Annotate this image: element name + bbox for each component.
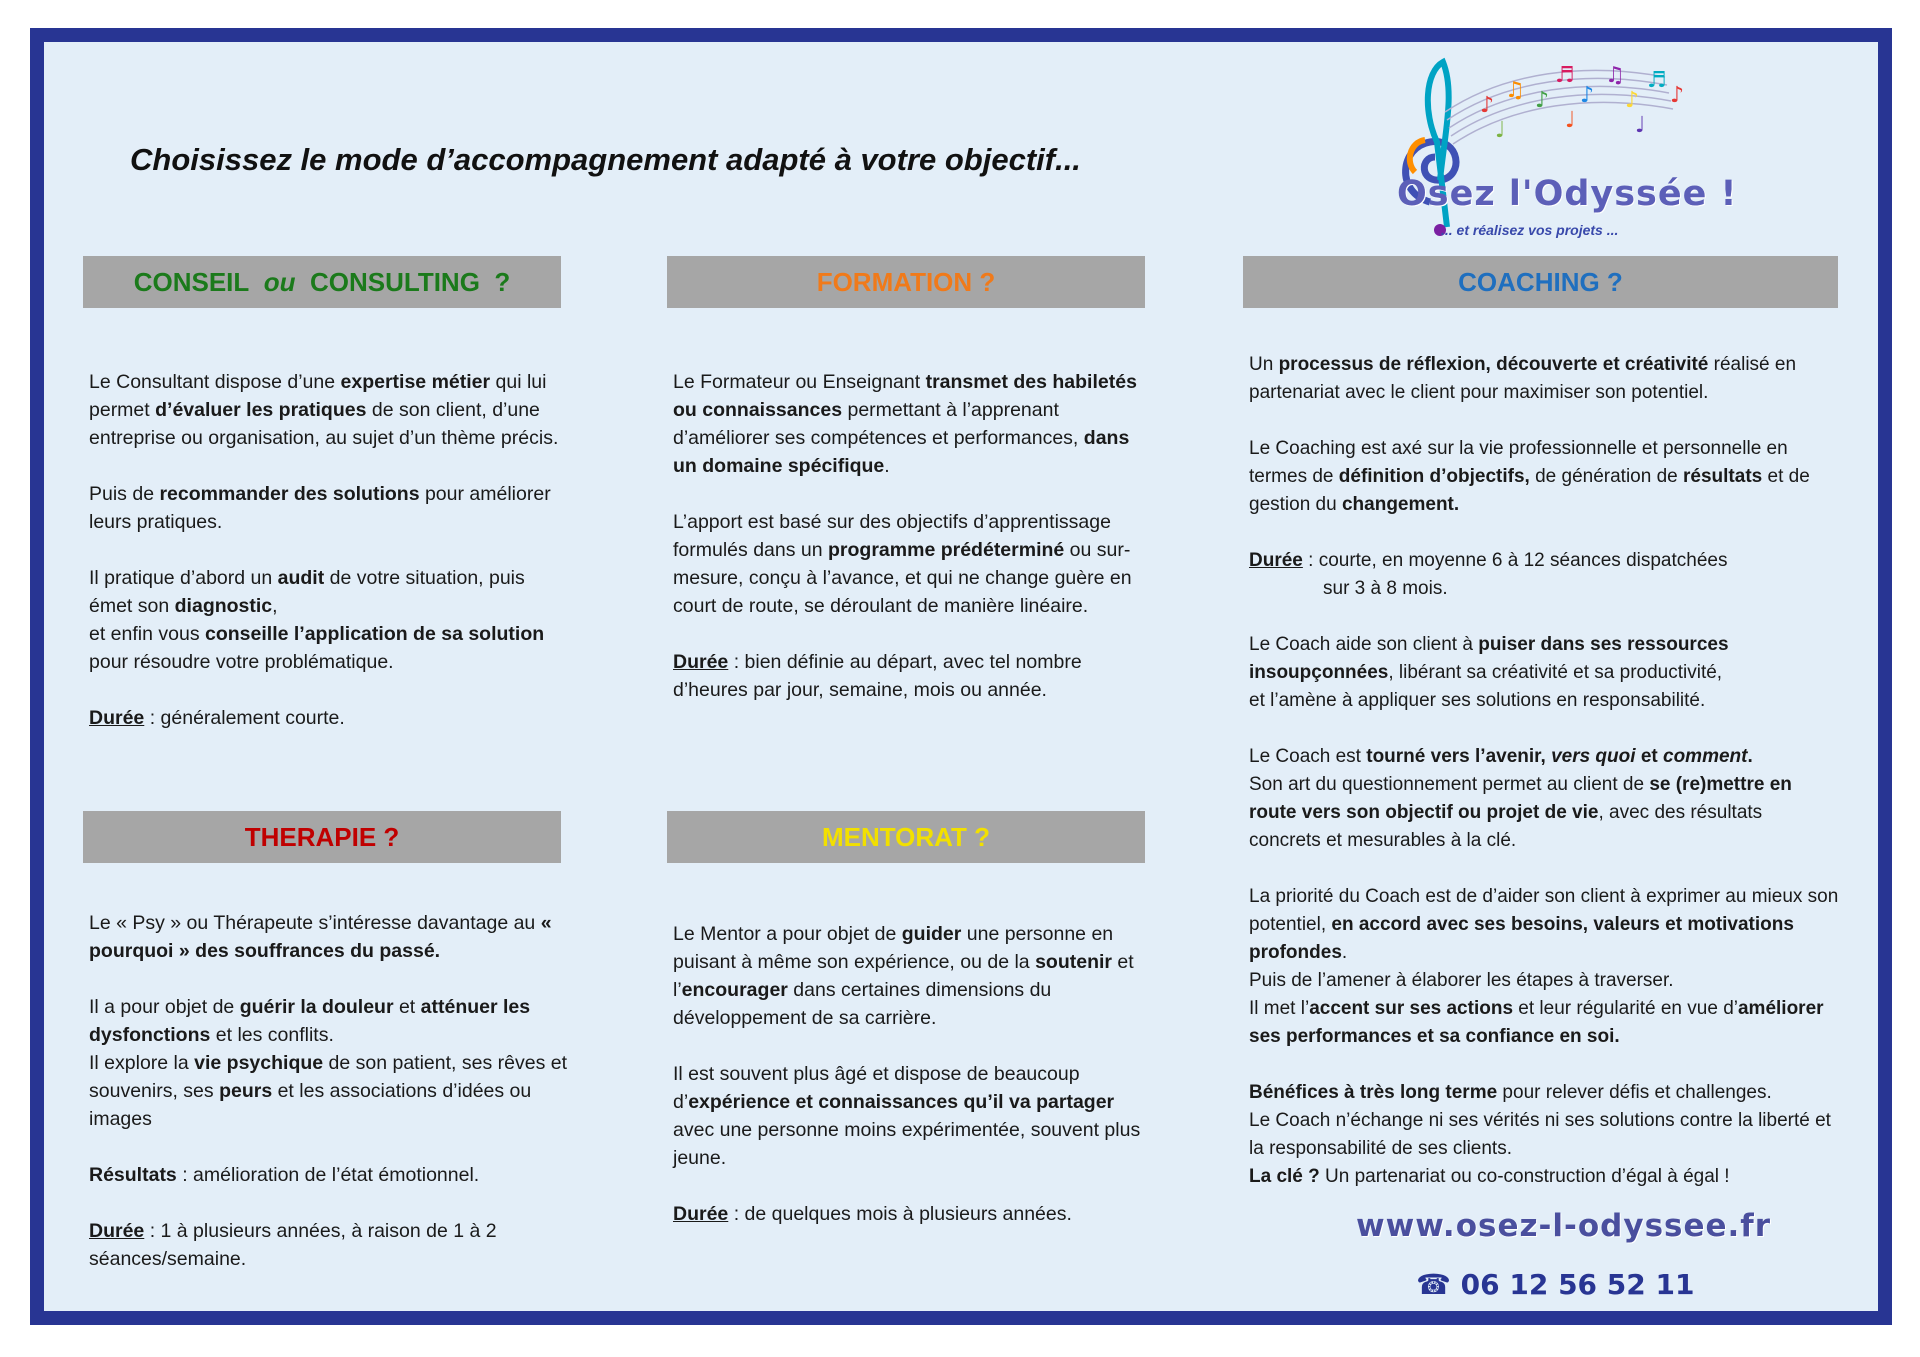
coaching-paragraph-5: Le Coach est tourné vers l’avenir, vers quoi et comment. Son art du questionnement permet au client de se (re)mettre en route vers son objectif ou projet de vie, avec des résultats concrets et mesurables à la clé. [1249, 746, 1792, 851]
coaching-paragraph-2: Le Coaching est axé sur la vie professionnelle et personnelle en termes de définition d’objectifs, de génération de résultats et de gestion du changement. [1249, 438, 1810, 515]
logo-name: Osez l'Odyssée ! [1397, 174, 1738, 214]
conseil-paragraph-1: Le Consultant dispose d’une expertise métier qui lui permet d’évaluer les pratiques de son client, d’une entreprise ou organisation, au sujet d’un thème précis. [89, 371, 559, 449]
svg-text:♬: ♬ [1647, 68, 1667, 93]
formation-text [673, 368, 1151, 704]
svg-text:♫: ♫ [1505, 78, 1525, 103]
coaching-paragraph-6: La priorité du Coach est de d’aider son client à exprimer au mieux son potentiel, en accord avec ses besoins, valeurs et motivations profondes. Puis de l’amener à élaborer les étapes à traverser. Il met l’accent sur ses actions et leur régularité en vue d’améliorer ses performances et sa confiance en soi. [1249, 886, 1839, 1047]
conseil-title-ou: ou [263, 266, 296, 297]
conseil-paragraph-2: Puis de recommander des solutions pour améliorer leurs pratiques. [89, 483, 551, 533]
conseil-paragraph-3: Il pratique d’abord un audit de votre situation, puis émet son diagnostic, et enfin vous conseille l’application de sa solution pour résoudre votre problématique. [89, 567, 545, 673]
mentorat-text [673, 920, 1151, 1228]
conseil-title: CONSEIL [133, 266, 250, 297]
svg-text:♪: ♪ [1535, 88, 1550, 113]
therapie-heading [83, 811, 561, 863]
formation-paragraph-1: Le Formateur ou Enseignant transmet des habiletés ou connaissances permettant à l’apprenant d’améliorer ses compétences et performances, dans un domaine spécifique. [673, 371, 1137, 477]
coaching-paragraph-4: Le Coach aide son client à puiser dans ses ressources insoupçonnées, libérant sa créativité et sa productivité, et l’amène à appliquer ses solutions en responsabilité. [1249, 634, 1729, 711]
therapie-paragraph-2: Il a pour objet de guérir la douleur et atténuer les dysfonctions et les conflits. Il explore la vie psychique de son patient, ses rêves et souvenirs, ses peurs et les associations d’idées ou images [89, 996, 568, 1130]
svg-text:♪: ♪ [1480, 93, 1495, 118]
formation-title: FORMATION ? [816, 266, 996, 297]
phone-value: 06 12 56 52 11 [1460, 1268, 1695, 1301]
conseil-duration: Durée : généralement courte. [89, 707, 345, 729]
conseil-heading [83, 256, 561, 308]
mentorat-title: MENTORAT ? [821, 821, 991, 852]
mentorat-paragraph-2: Il est souvent plus âgé et dispose de beaucoup d’expérience et connaissances qu’il va partager avec une personne moins expérimentée, souvent plus jeune. [673, 1063, 1141, 1169]
therapie-paragraph-1: Le « Psy » ou Thérapeute s’intéresse davantage au « pourquoi » des souffrances du passé. [89, 912, 552, 962]
website-link[interactable]: www.osez-l-odyssee.fr [1356, 1208, 1772, 1244]
svg-text:♪: ♪ [1670, 83, 1685, 108]
therapie-duration: Durée : 1 à plusieurs années, à raison de 1 à 2 séances/semaine. [89, 1220, 497, 1270]
svg-text:♩: ♩ [1495, 118, 1506, 143]
therapie-text [89, 909, 567, 1273]
svg-text:♫: ♫ [1605, 63, 1625, 88]
mentorat-paragraph-1: Le Mentor a pour objet de guider une personne en puisant à même son expérience, ou de la soutenir et l’encourager dans certaines dimensions du développement de sa carrière. [673, 923, 1134, 1029]
coaching-heading [1243, 256, 1838, 308]
svg-text:♬: ♬ [1555, 63, 1575, 88]
formation-heading [667, 256, 1145, 308]
consulting-title: CONSULTING [309, 266, 480, 297]
phone-number[interactable] [1416, 1268, 1694, 1301]
conseil-text [89, 368, 567, 732]
mentorat-duration: Durée : de quelques mois à plusieurs années. [673, 1203, 1072, 1225]
formation-duration: Durée : bien définie au départ, avec tel nombre d’heures par jour, semaine, mois ou année. [673, 651, 1082, 701]
coaching-paragraph-7: Bénéfices à très long terme pour relever défis et challenges. Le Coach n’échange ni ses vérités ni ses solutions contre la liberté et la responsabilité de ses clients. La clé ? Un partenariat ou co-construction d’égal à égal ! [1249, 1082, 1831, 1187]
conseil-title-mark: ? [494, 266, 511, 297]
page-headline: Choisissez le mode d’accompagnement adapté à votre objectif... [130, 142, 1081, 177]
svg-text:♪: ♪ [1580, 83, 1595, 108]
coaching-paragraph-1: Un processus de réflexion, découverte et créativité réalisé en partenariat avec le client pour maximiser son potentiel. [1249, 354, 1797, 403]
svg-text:♪: ♪ [1625, 88, 1640, 113]
logo-tagline: ... et réalisez vos projets ... [1441, 222, 1619, 238]
formation-paragraph-2: L’apport est basé sur des objectifs d’apprentissage formulés dans un programme prédéterminé ou sur-mesure, conçu à l’avance, et qui ne change guère en court de route, se déroulant de manière linéaire. [673, 511, 1132, 617]
svg-text:♩: ♩ [1565, 108, 1576, 133]
phone-icon: ☎ [1416, 1268, 1451, 1301]
therapie-title: THERAPIE ? [244, 821, 400, 852]
therapie-results: Résultats : amélioration de l’état émotionnel. [89, 1164, 480, 1186]
mentorat-heading [667, 811, 1145, 863]
svg-text:♩: ♩ [1635, 113, 1646, 138]
coaching-text [1249, 351, 1839, 1191]
coaching-title: COACHING ? [1458, 266, 1623, 297]
coaching-duration: Durée : courte, en moyenne 6 à 12 séances dispatchées sur 3 à 8 mois. [1249, 550, 1728, 599]
